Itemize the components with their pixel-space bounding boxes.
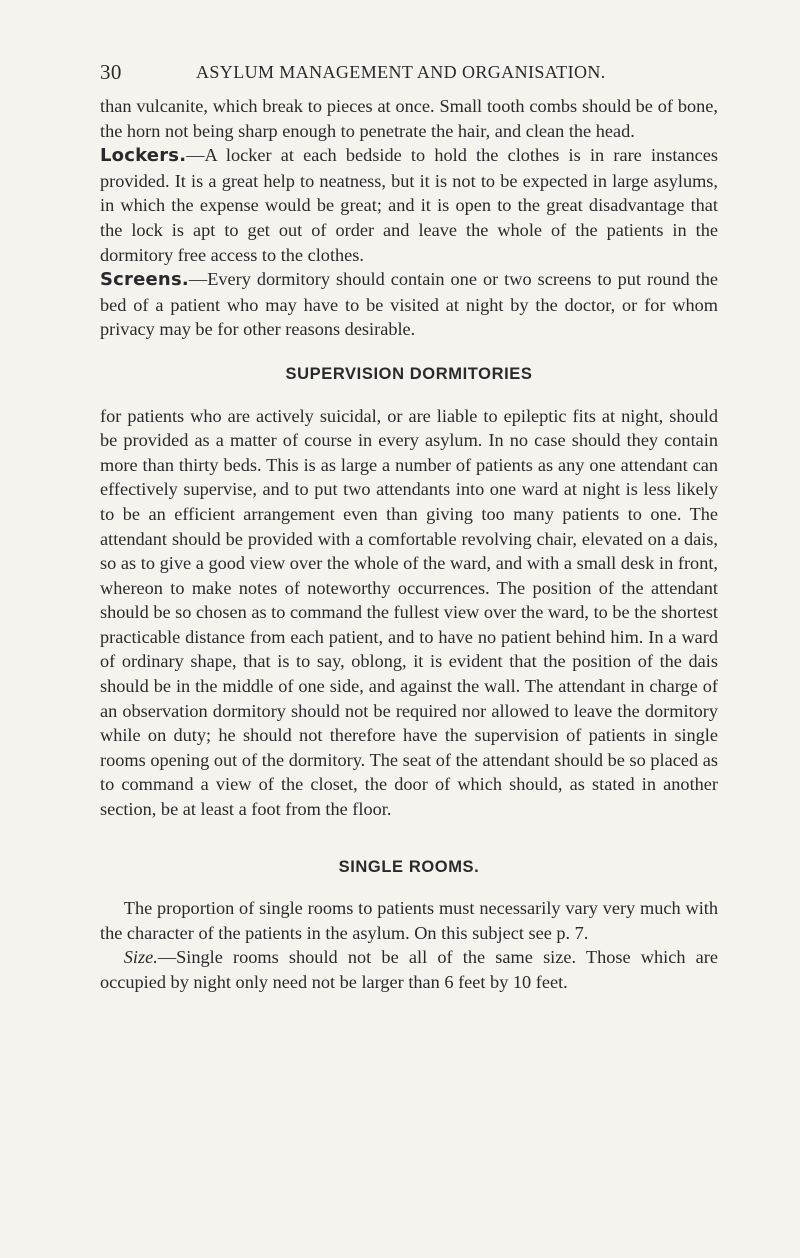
paragraph-supervision: for patients who are actively suicidal, or are liable to epileptic fits at night, should be provided as a matter of course in every asylum. In no case should they contain more than thirty beds. This is as large a number of patients as any one attendant can effectively supervise, and to put two attendants into one ward at night is less likely to be an efficient arrangement even than giving too many patients to one. The attendant should be provided with a comfortable revolving chair, elevated on a dais, so as to give a good view over the whole of the ward, and with a small desk in front, whereon to make notes of noteworthy occurrences. The position of the attendant should be so chosen as to command the fullest view over the ward, to be the shortest practicable distance from each patient, and to have no patient behind him. In a ward of ordinary shape, that is to say, oblong, it is evident that the position of the dais should be in the middle of one side, and against the wall. The attendant in charge of an observation dormitory should not be required nor allowed to leave the dormitory while on duty; he should not therefore have the supervision of patients in single rooms opening out of the dormitory. The seat of the attendant should be so placed as to command a view of the closet, the door of which should, as stated in another section, be at least a foot from the floor. bbox=[100, 405, 718, 820]
paragraph-combs: than vulcanite, which break to pieces at once. Small tooth combs should be of bone, the horn not being sharp enough to penetrate the hair, and clean the head. bbox=[100, 96, 718, 141]
page-number: 30 bbox=[100, 60, 122, 84]
supervision-heading: SUPERVISION DORMITORIES bbox=[285, 364, 533, 383]
screens-text: —Every dormitory should contain one or two screens to put round the bed of a patient who may have to be visited at night by the doctor, or for whom privacy may be for other reasons desirable. bbox=[100, 269, 718, 340]
paragraph-size bbox=[100, 945, 718, 994]
paragraph-single-rooms: The proportion of single rooms to patients must necessarily vary very much with the character of the patients in the asylum. On this subject see p. 7. bbox=[100, 898, 718, 943]
paragraph-lockers bbox=[100, 143, 718, 267]
screens-heading: Screens. bbox=[100, 269, 189, 291]
running-head bbox=[100, 60, 720, 84]
body-text bbox=[100, 94, 718, 995]
lockers-text: —A locker at each bedside to hold the clothes is in rare instances provided. It is a great help to neatness, but it is not to be expected in large asylums, in which the expense would be great; and it is open to the great disadvantage that the lock is apt to get out of order and leave the whole of the patients in the dormitory free access to the clothes. bbox=[100, 145, 718, 265]
running-title: ASYLUM MANAGEMENT AND ORGANISATION. bbox=[196, 62, 606, 82]
size-label: Size. bbox=[123, 947, 158, 968]
size-text: —Single rooms should not be all of the same size. Those which are occupied by night only need not be larger than 6 feet by 10 feet. bbox=[100, 947, 718, 992]
paragraph-screens bbox=[100, 267, 718, 342]
lockers-heading: Lockers. bbox=[100, 145, 187, 167]
single-rooms-heading: SINGLE ROOMS. bbox=[338, 857, 480, 876]
